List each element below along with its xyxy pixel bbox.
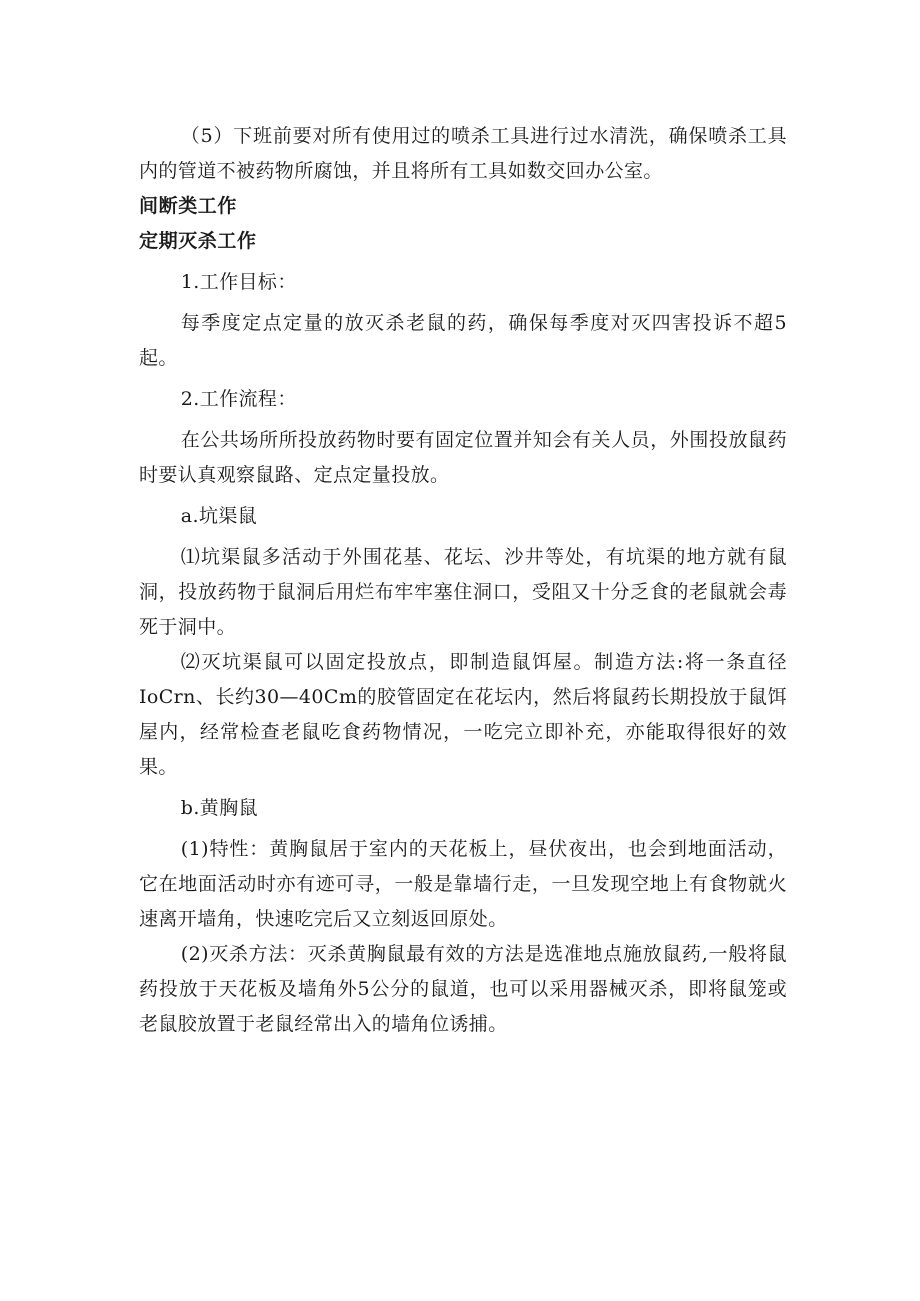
paragraph-drain-rat-2: ⑵灭坑渠鼠可以固定投放点，即制造鼠饵屋。制造方法:将一条直径IoCrn、长约30—40Cm的胶管固定在花坛内，然后将鼠药长期投放于鼠饵屋内，经常检查老鼠吃食药物情况，一吃完立即补充，亦能取得很好的效果。: [139, 651, 787, 778]
label-work-goal: 1.工作目标：: [180, 271, 297, 293]
paragraph-yellow-chest-rat-2: (2)灭杀方法：灭杀黄胸鼠最有效的方法是选准地点施放鼠药,一般将鼠药投放于天花板及墙角外5公分的鼠道，也可以采用器械灭杀，即将鼠笼或老鼠胶放置于老鼠经常出入的墙角位诱捕。: [139, 943, 787, 1035]
document-body: [139, 119, 787, 1042]
paragraph-drain-rat-1: ⑴坑渠鼠多活动于外围花基、花坛、沙井等处，有坑渠的地方就有鼠洞，投放药物于鼠洞后用烂布牢牢塞住洞口，受阻又十分乏食的老鼠就会毒死于洞中。: [139, 546, 787, 638]
paragraph-work-goal: 每季度定点定量的放灭杀老鼠的药，确保每季度对灭四害投诉不超5起。: [139, 312, 787, 369]
label-yellow-chest-rat: b.黄胸鼠: [180, 797, 258, 819]
paragraph-tool-cleaning: （5）下班前要对所有使用过的喷杀工具进行过水清洗，确保喷杀工具内的管道不被药物所腐蚀，并且将所有工具如数交回办公室。: [139, 125, 787, 182]
section-heading-periodic: 定期灭杀工作: [139, 230, 257, 252]
paragraph-yellow-chest-rat-1: (1)特性：黄胸鼠居于室内的天花板上，昼伏夜出，也会到地面活动，它在地面活动时亦有迹可寻，一般是靠墙行走，一旦发现空地上有食物就火速离开墙角，快速吃完后又立刻返回原处。: [139, 838, 787, 930]
label-drain-rat: a.坑渠鼠: [180, 505, 258, 527]
label-work-process: 2.工作流程：: [180, 388, 297, 410]
paragraph-work-process: 在公共场所所投放药物时要有固定位置并知会有关人员，外围投放鼠药时要认真观察鼠路、定点定量投放。: [139, 429, 787, 486]
section-heading-intermittent: 间断类工作: [139, 195, 238, 217]
